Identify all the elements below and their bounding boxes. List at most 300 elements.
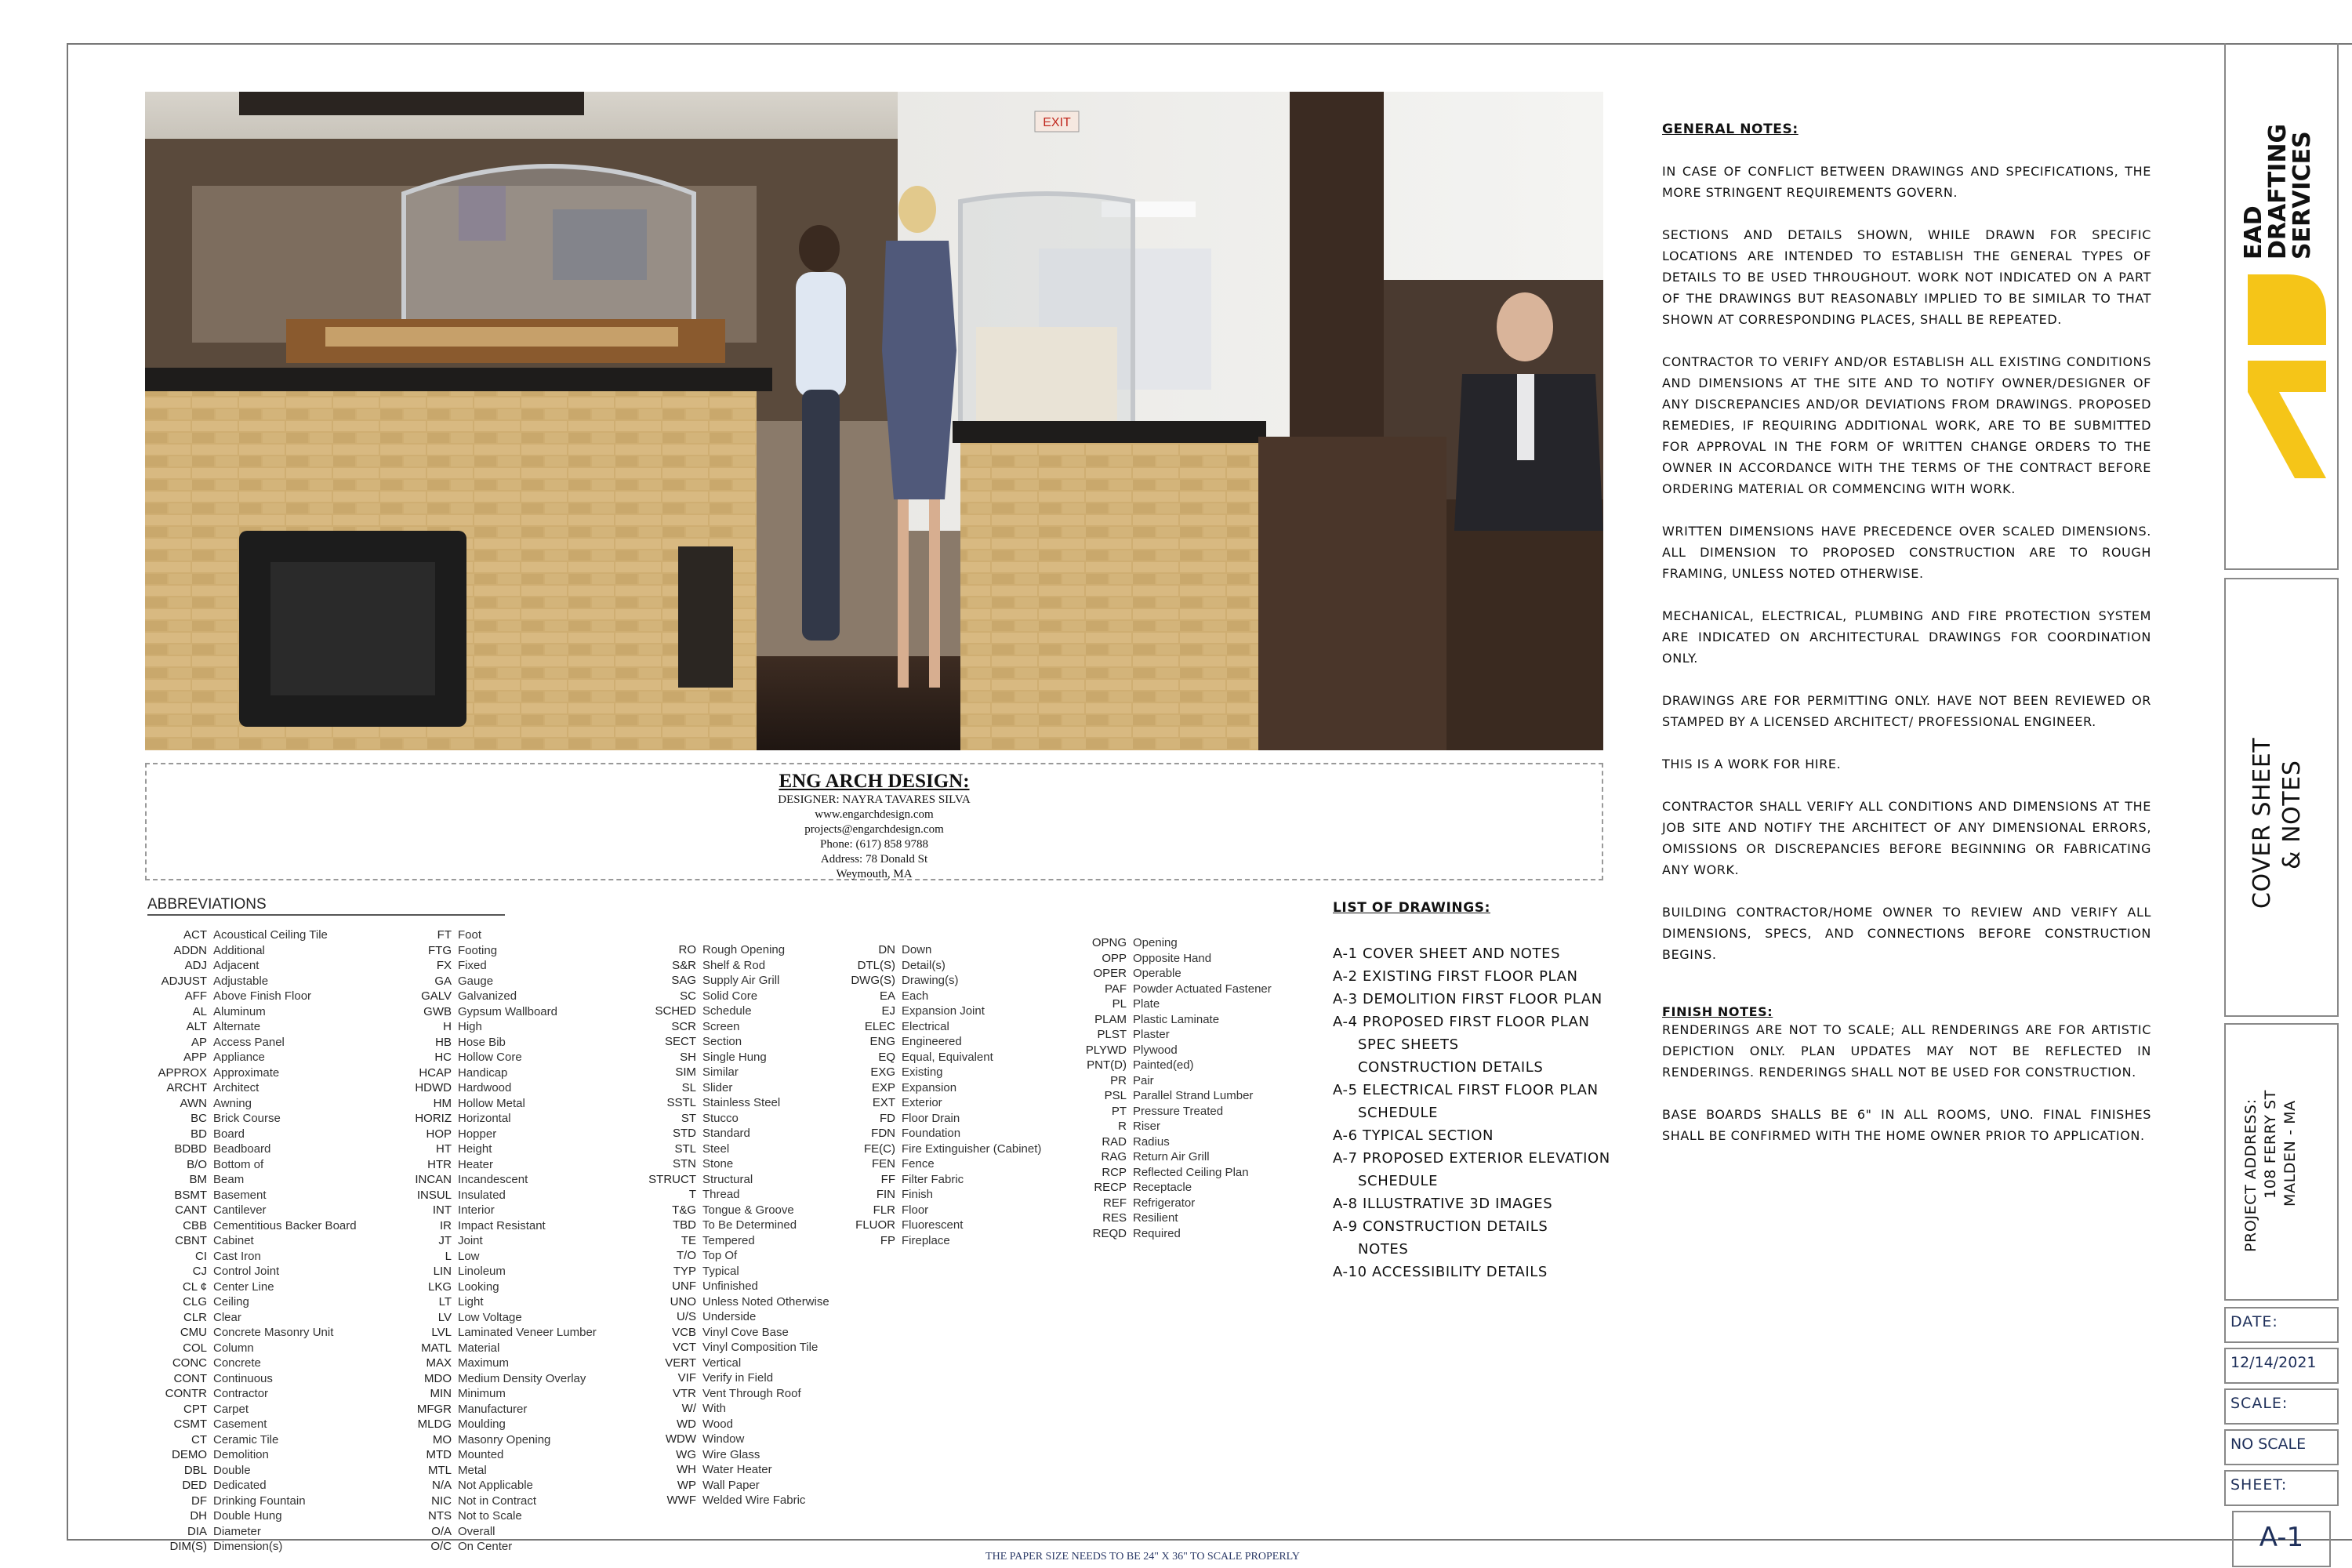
- abbreviation-code: STRUCT: [648, 1172, 696, 1186]
- abbreviation-row: [635, 989, 829, 1004]
- abbreviation-description: Above Finish Floor: [213, 989, 312, 1003]
- abbreviation-description: Powder Actuated Fastener: [1133, 982, 1272, 996]
- abbreviation-row: [392, 1035, 597, 1051]
- abbreviation-row: [392, 1096, 597, 1112]
- company-line-3: SERVICES: [2288, 131, 2316, 260]
- abbreviation-description: Detail(s): [902, 958, 946, 972]
- abbreviation-description: Ceramic Tile: [213, 1432, 279, 1446]
- designer-address: Address: 78 Donald St: [820, 853, 928, 866]
- abbreviation-row: [147, 1096, 357, 1112]
- abbreviation-row: [147, 1142, 357, 1157]
- abbreviation-description: Thread: [702, 1188, 740, 1201]
- sheet-title-line-1: COVER SHEET: [2249, 737, 2276, 909]
- abbreviation-description: Hose Bib: [458, 1035, 506, 1049]
- abbreviation-code: NTS: [428, 1509, 452, 1523]
- abbreviation-row: [392, 1172, 597, 1188]
- abbreviation-row: [635, 1050, 829, 1065]
- drawing-list-item: SCHEDULE: [1358, 1105, 1439, 1121]
- abbreviation-code: GALV: [421, 989, 452, 1003]
- sheet-label: SHEET:: [2230, 1476, 2288, 1494]
- abbreviation-description: Verify in Field: [702, 1371, 774, 1385]
- abbreviation-row: [147, 1019, 357, 1035]
- abbreviation-description: Plaster: [1133, 1028, 1170, 1041]
- abbreviation-row: [1078, 1088, 1272, 1104]
- drawing-list-item: A-5 ELECTRICAL FIRST FLOOR PLAN: [1333, 1082, 1599, 1098]
- abbreviation-code: TE: [681, 1233, 696, 1247]
- abbreviation-code: BD: [191, 1127, 207, 1141]
- abbreviation-code: U/S: [676, 1310, 696, 1323]
- abbreviation-row: [392, 1019, 597, 1035]
- abbreviation-code: CBB: [183, 1218, 207, 1232]
- abbreviation-description: Existing: [902, 1065, 943, 1079]
- logo-mark-icon: [2248, 274, 2326, 478]
- abbreviation-code: STN: [673, 1157, 696, 1171]
- abbreviation-description: Wire Glass: [702, 1447, 760, 1461]
- abbreviations-column-5: [1078, 935, 1272, 1241]
- abbreviation-row: [1078, 1043, 1272, 1058]
- abbreviation-code: LV: [437, 1310, 452, 1324]
- abbreviation-row: [839, 1156, 1041, 1172]
- abbreviation-code: UNF: [672, 1279, 696, 1293]
- abbreviation-code: CONT: [173, 1371, 207, 1385]
- abbreviation-row: [635, 1187, 829, 1203]
- drawing-list-item: A-7 PROPOSED EXTERIOR ELEVATION: [1333, 1150, 1610, 1167]
- abbreviation-description: Exterior: [902, 1096, 942, 1109]
- abbreviation-row: [392, 1157, 597, 1173]
- abbreviation-code: STD: [673, 1127, 696, 1140]
- abbreviation-row: [392, 1218, 597, 1234]
- abbreviation-row: [147, 1417, 357, 1432]
- abbreviation-description: Architect: [213, 1081, 260, 1094]
- abbreviation-description: Solid Core: [702, 989, 758, 1003]
- general-note: IN CASE OF CONFLICT BETWEEN DRAWINGS AND SPECIFICATIONS, THE MORE STRINGENT REQUIREMENTS GOVERN.: [1662, 164, 2151, 200]
- abbreviation-row: [1078, 1012, 1272, 1028]
- abbreviation-code: WG: [676, 1447, 696, 1461]
- abbreviation-code: GA: [434, 974, 452, 988]
- abbreviation-row: [147, 1279, 357, 1295]
- abbreviation-row: [839, 1111, 1041, 1127]
- abbreviations-column-3: [635, 942, 829, 1508]
- abbreviation-code: SCR: [671, 1019, 696, 1033]
- abbreviation-description: Receptacle: [1133, 1181, 1192, 1194]
- abbreviation-row: [147, 1478, 357, 1494]
- abbreviation-row: [392, 1371, 597, 1387]
- abbreviation-row: [1078, 1210, 1272, 1226]
- general-notes: [1662, 122, 2151, 1167]
- abbreviation-description: Brick Course: [213, 1112, 281, 1125]
- abbreviation-code: CLR: [183, 1310, 207, 1324]
- company-line-1: EAD: [2240, 205, 2267, 260]
- abbreviation-description: Laminated Veneer Lumber: [458, 1326, 597, 1339]
- abbreviation-code: T/O: [677, 1249, 696, 1262]
- abbreviation-code: COL: [183, 1341, 207, 1355]
- abbreviation-code: RES: [1102, 1211, 1127, 1225]
- abbreviation-row: [147, 1508, 357, 1524]
- finish-note: BASE BOARDS SHALLS BE 6" IN ALL ROOMS, UNO. FINAL FINISHES SHALL BE CONFIRMED WITH THE HOME OWNER PRIOR TO APPLICATION.: [1662, 1107, 2151, 1143]
- abbreviation-description: Floor Drain: [902, 1111, 960, 1125]
- abbreviation-row: [635, 1325, 829, 1341]
- abbreviation-description: Stucco: [702, 1111, 739, 1125]
- abbreviation-description: Incandescent: [458, 1173, 528, 1186]
- abbreviation-description: Fireplace: [902, 1233, 950, 1247]
- drawing-list-item: A-1 COVER SHEET AND NOTES: [1333, 946, 1561, 962]
- abbreviation-description: Material: [458, 1341, 500, 1355]
- abbreviation-description: Contractor: [213, 1387, 269, 1400]
- abbreviation-code: SCHED: [655, 1004, 696, 1018]
- abbreviation-code: CMU: [180, 1326, 207, 1339]
- abbreviation-code: MAX: [426, 1356, 452, 1370]
- abbreviation-code: RECP: [1094, 1181, 1127, 1194]
- abbreviation-code: DH: [190, 1509, 207, 1523]
- abbreviation-row: [635, 942, 829, 958]
- abbreviation-row: [1078, 1226, 1272, 1242]
- abbreviation-row: [839, 1034, 1041, 1050]
- abbreviation-row: [839, 1142, 1041, 1157]
- abbreviation-code: VERT: [665, 1356, 696, 1370]
- abbreviation-row: [147, 1111, 357, 1127]
- abbreviation-code: LKG: [427, 1279, 452, 1294]
- abbreviation-description: Gypsum Wallboard: [458, 1004, 557, 1018]
- abbreviation-description: Maximum: [458, 1356, 510, 1370]
- abbreviation-code: ST: [681, 1111, 696, 1125]
- abbreviation-row: [1078, 1027, 1272, 1043]
- drawing-list-item: A-3 DEMOLITION FIRST FLOOR PLAN: [1333, 991, 1602, 1007]
- general-note: THIS IS A WORK FOR HIRE.: [1662, 757, 1842, 771]
- abbreviations-column-1: [147, 927, 357, 1555]
- scale-label: SCALE:: [2230, 1395, 2288, 1412]
- abbreviation-description: Underside: [702, 1310, 757, 1323]
- abbreviation-code: WH: [677, 1463, 696, 1476]
- abbreviation-row: [1078, 1180, 1272, 1196]
- abbreviation-code: PLST: [1097, 1028, 1127, 1041]
- abbreviation-code: MTD: [426, 1448, 452, 1461]
- abbreviation-row: [635, 1218, 829, 1233]
- date-value: 12/14/2021: [2230, 1354, 2317, 1371]
- abbreviation-description: Moulding: [458, 1417, 506, 1431]
- abbreviation-code: RAD: [1102, 1134, 1127, 1149]
- abbreviation-row: [839, 942, 1041, 958]
- abbreviation-description: Foundation: [902, 1127, 961, 1140]
- abbreviation-code: ALT: [186, 1020, 207, 1033]
- abbreviation-row: [635, 1233, 829, 1249]
- abbreviation-description: Supply Air Grill: [702, 974, 780, 987]
- abbreviation-row: [392, 1478, 597, 1494]
- sheet-title-cell: [2224, 578, 2339, 1017]
- abbreviation-code: CL ¢: [182, 1279, 207, 1294]
- drawing-list-item: A-8 ILLUSTRATIVE 3D IMAGES: [1333, 1196, 1553, 1212]
- abbreviation-description: Fluorescent: [902, 1218, 964, 1232]
- abbreviation-row: [392, 1402, 597, 1417]
- abbreviation-code: N/A: [431, 1479, 452, 1492]
- abbreviation-description: Clear: [213, 1310, 241, 1324]
- abbreviation-description: Carpet: [213, 1402, 249, 1416]
- abbreviation-code: CONTR: [165, 1387, 207, 1400]
- abbreviation-description: Refrigerator: [1133, 1196, 1196, 1210]
- abbreviation-description: Gauge: [458, 974, 494, 988]
- abbreviation-description: With: [702, 1402, 726, 1415]
- abbreviation-code: FD: [880, 1111, 895, 1125]
- abbreviation-description: Impact Resistant: [458, 1218, 546, 1232]
- drawing-list-item: A-4 PROPOSED FIRST FLOOR PLAN: [1333, 1014, 1590, 1030]
- abbreviation-description: Handicap: [458, 1065, 508, 1080]
- abbreviation-description: Medium Density Overlay: [458, 1371, 586, 1385]
- abbreviation-row: [147, 1127, 357, 1142]
- abbreviation-row: [147, 958, 357, 974]
- abbreviation-code: PAF: [1104, 982, 1127, 996]
- abbreviation-row: [635, 1019, 829, 1035]
- abbreviation-description: Cementitious Backer Board: [213, 1218, 357, 1232]
- abbreviation-description: Aluminum: [213, 1004, 266, 1018]
- designer-city: Weymouth, MA: [836, 868, 913, 880]
- general-note: WRITTEN DIMENSIONS HAVE PRECEDENCE OVER SCALED DIMENSIONS. ALL DIMENSION TO PROPOSED CONSTRUCTION ARE TO ROUGH FRAMING, UNLESS NOTED OTHERWISE.: [1662, 524, 2151, 581]
- abbreviation-description: Alternate: [213, 1020, 261, 1033]
- abbreviation-row: [147, 974, 357, 989]
- abbreviation-code: HDWD: [415, 1081, 452, 1094]
- abbreviation-code: VIF: [677, 1371, 696, 1385]
- designer-info-box: [145, 763, 1603, 880]
- abbreviation-row: [635, 973, 829, 989]
- abbreviation-description: Cantilever: [213, 1203, 267, 1217]
- project-address-label: PROJECT ADDRESS:: [2242, 1098, 2259, 1252]
- general-notes-title: GENERAL NOTES:: [1662, 122, 1798, 137]
- abbreviation-code: O/A: [431, 1524, 452, 1538]
- designer-website: www.engarchdesign.com: [815, 808, 934, 821]
- abbreviation-code: SECT: [664, 1035, 696, 1048]
- abbreviation-row: [635, 1126, 829, 1142]
- abbreviation-code: FX: [436, 959, 452, 972]
- abbreviation-description: Metal: [458, 1463, 487, 1477]
- abbreviation-description: Insulated: [458, 1188, 506, 1202]
- abbreviation-description: On Center: [458, 1540, 513, 1553]
- abbreviation-code: MLDG: [417, 1417, 452, 1431]
- general-note: SECTIONS AND DETAILS SHOWN, WHILE DRAWN FOR SPECIFIC LOCATIONS ARE INTENDED TO ESTABLISH THE GENERAL TYPES OF DETAILS TO BE USED THROUGHOUT. WORK NOT INDICATED ON A PART OF THE DRAWINGS BUT REASONABLY IMPLIED TO BE SIMILAR TO THAT SHOWN AT CORRESPONDING PLACES, SHALL BE REPEATED.: [1662, 227, 2151, 327]
- abbreviation-row: [147, 1050, 357, 1065]
- abbreviation-description: Each: [902, 989, 929, 1003]
- abbreviation-row: [1078, 935, 1272, 951]
- abbreviation-code: TYP: [673, 1264, 696, 1278]
- abbreviation-row: [392, 1142, 597, 1157]
- abbreviation-row: [147, 927, 357, 943]
- designer-phone: Phone: (617) 858 9788: [820, 838, 928, 851]
- project-city: MALDEN - MA: [2281, 1100, 2299, 1207]
- abbreviation-description: Expansion Joint: [902, 1004, 985, 1018]
- abbreviation-code: SC: [680, 989, 696, 1003]
- abbreviation-description: Riser: [1133, 1120, 1161, 1133]
- abbreviation-description: Steel: [702, 1142, 730, 1156]
- company-line-2: DRAFTING: [2264, 123, 2292, 260]
- abbreviation-code: DIA: [187, 1524, 207, 1538]
- abbreviation-code: S&R: [672, 958, 696, 972]
- abbreviation-code: WDW: [665, 1432, 696, 1446]
- abbreviation-description: Vent Through Roof: [702, 1386, 801, 1400]
- abbreviation-code: AL: [192, 1004, 207, 1018]
- abbreviation-description: Pair: [1133, 1073, 1154, 1087]
- abbreviation-code: ADJUST: [161, 974, 207, 988]
- abbreviation-code: VTR: [673, 1386, 696, 1400]
- abbreviation-code: VCB: [672, 1325, 696, 1339]
- abbreviation-code: ADDN: [173, 943, 207, 957]
- abbreviation-description: Hardwood: [458, 1081, 512, 1094]
- abbreviation-description: Height: [458, 1142, 492, 1156]
- abbreviation-description: Expansion: [902, 1080, 957, 1094]
- abbreviation-row: [635, 1203, 829, 1218]
- abbreviation-description: Cabinet: [213, 1234, 254, 1247]
- abbreviation-code: SSTL: [666, 1096, 696, 1109]
- scale-value-cell: [2224, 1429, 2339, 1465]
- abbreviation-code: DF: [191, 1494, 207, 1508]
- abbreviation-description: Approximate: [213, 1065, 280, 1080]
- abbreviation-row: [147, 1249, 357, 1265]
- abbreviation-description: Bottom of: [213, 1157, 264, 1171]
- abbreviation-code: INSUL: [416, 1188, 452, 1202]
- abbreviation-code: PR: [1110, 1073, 1127, 1087]
- abbreviation-description: Not in Contract: [458, 1494, 537, 1508]
- abbreviation-row: [1078, 1119, 1272, 1134]
- abbreviation-code: FEN: [872, 1157, 895, 1171]
- abbreviation-row: [1078, 1058, 1272, 1073]
- abbreviation-description: Filter Fabric: [902, 1172, 964, 1186]
- abbreviation-code: FTG: [428, 943, 452, 957]
- abbreviation-row: [635, 1462, 829, 1478]
- abbreviation-row: [635, 1417, 829, 1432]
- abbreviation-code: RO: [678, 943, 696, 956]
- abbreviation-row: [635, 1432, 829, 1447]
- abbreviation-row: [635, 1478, 829, 1494]
- abbreviation-code: FDN: [871, 1127, 895, 1140]
- abbreviation-code: DEMO: [172, 1448, 207, 1461]
- project-street: 108 FERRY ST: [2262, 1090, 2279, 1199]
- abbreviation-row: [839, 1203, 1041, 1218]
- abbreviation-description: Dedicated: [213, 1479, 267, 1492]
- abbreviation-description: Opening: [1133, 936, 1178, 949]
- abbreviation-description: Dimension(s): [213, 1540, 283, 1553]
- abbreviation-description: Radius: [1133, 1134, 1170, 1149]
- abbreviation-row: [147, 1447, 357, 1463]
- exit-sign: EXIT: [1043, 116, 1071, 129]
- abbreviation-row: [1078, 1149, 1272, 1165]
- abbreviation-code: PLYWD: [1085, 1043, 1127, 1057]
- abbreviation-row: [147, 1218, 357, 1234]
- designer-name: DESIGNER: NAYRA TAVARES SILVA: [778, 793, 971, 806]
- abbreviation-row: [147, 1371, 357, 1387]
- abbreviation-code: MFGR: [416, 1402, 452, 1416]
- abbreviation-code: VCT: [673, 1341, 696, 1354]
- abbreviation-description: Low: [458, 1249, 480, 1263]
- abbreviation-description: Not to Scale: [458, 1509, 522, 1523]
- abbreviation-row: [392, 974, 597, 989]
- abbreviation-code: BM: [189, 1173, 207, 1186]
- abbreviations-column-4: [839, 942, 1041, 1248]
- abbreviation-description: Beadboard: [213, 1142, 271, 1156]
- abbreviation-code: CANT: [175, 1203, 207, 1217]
- abbreviation-description: Low Voltage: [458, 1310, 522, 1324]
- abbreviation-row: [635, 1356, 829, 1371]
- abbreviation-row: [392, 1233, 597, 1249]
- abbreviation-code: FIN: [876, 1188, 895, 1201]
- abbreviation-row: [839, 1126, 1041, 1142]
- abbreviation-row: [839, 1095, 1041, 1111]
- abbreviation-row: [147, 1035, 357, 1051]
- abbreviation-code: REF: [1103, 1196, 1127, 1210]
- drawing-list-item: A-2 EXISTING FIRST FLOOR PLAN: [1333, 968, 1578, 985]
- abbreviation-description: Fence: [902, 1157, 935, 1171]
- abbreviation-code: EJ: [881, 1004, 895, 1018]
- date-label: DATE:: [2230, 1313, 2278, 1330]
- abbreviation-description: Unless Noted Otherwise: [702, 1294, 829, 1308]
- abbreviation-code: AFF: [184, 989, 207, 1003]
- list-of-drawings-title: LIST OF DRAWINGS:: [1333, 900, 1490, 916]
- abbreviation-description: Heater: [458, 1157, 494, 1171]
- abbreviation-row: [392, 1325, 597, 1341]
- title-block: [2215, 43, 2352, 1553]
- sheet-label-cell: [2224, 1470, 2339, 1506]
- abbreviation-code: MO: [432, 1432, 452, 1446]
- abbreviation-description: Wood: [702, 1417, 733, 1431]
- abbreviation-code: BSMT: [174, 1188, 207, 1202]
- abbreviation-code: WD: [677, 1417, 696, 1431]
- abbreviation-code: T&G: [672, 1203, 696, 1217]
- abbreviation-description: Floor: [902, 1203, 929, 1217]
- abbreviation-description: Horizontal: [458, 1112, 511, 1125]
- abbreviation-code: CONC: [172, 1356, 207, 1370]
- project-address: [2241, 1090, 2300, 1252]
- abbreviation-row: [392, 1080, 597, 1096]
- abbreviation-row: [635, 1309, 829, 1325]
- abbreviation-code: CSMT: [173, 1417, 207, 1431]
- abbreviation-description: Center Line: [213, 1279, 274, 1294]
- abbreviation-code: ELEC: [864, 1019, 895, 1033]
- abbreviation-description: Control Joint: [213, 1265, 280, 1278]
- abbreviation-code: FLUOR: [855, 1218, 895, 1232]
- abbreviation-code: REQD: [1092, 1226, 1127, 1240]
- abbreviation-row: [635, 1294, 829, 1310]
- abbreviation-code: HORIZ: [415, 1112, 452, 1125]
- abbreviation-description: Concrete: [213, 1356, 261, 1370]
- abbreviation-code: BDBD: [174, 1142, 207, 1156]
- abbreviation-code: SIM: [675, 1065, 696, 1079]
- rendering-illustration: [145, 92, 1603, 750]
- abbreviation-description: Basement: [213, 1188, 267, 1202]
- abbreviation-description: Structural: [702, 1172, 753, 1186]
- abbreviation-row: [392, 1463, 597, 1479]
- abbreviation-description: Single Hung: [702, 1050, 767, 1064]
- abbreviation-row: [392, 1249, 597, 1265]
- abbreviation-row: [1078, 951, 1272, 967]
- abbreviation-description: Acoustical Ceiling Tile: [213, 928, 328, 942]
- abbreviation-row: [839, 1004, 1041, 1019]
- abbreviation-description: Vertical: [702, 1356, 742, 1370]
- abbreviation-code: CI: [195, 1249, 207, 1263]
- abbreviation-code: EXP: [871, 1080, 895, 1094]
- drawing-list-item: SCHEDULE: [1358, 1173, 1439, 1189]
- abbreviation-row: [392, 1447, 597, 1463]
- abbreviation-row: [147, 1065, 357, 1081]
- abbreviation-code: MTL: [428, 1463, 452, 1477]
- abbreviation-description: Wall Paper: [702, 1478, 760, 1492]
- abbreviation-code: EXT: [872, 1096, 895, 1109]
- abbreviation-row: [1078, 966, 1272, 982]
- drawing-list-item: NOTES: [1358, 1241, 1409, 1258]
- abbreviation-row: [147, 1294, 357, 1310]
- abbreviation-row: [147, 1157, 357, 1173]
- abbreviation-description: To Be Determined: [702, 1218, 797, 1232]
- abbreviation-description: Stone: [702, 1157, 734, 1171]
- abbreviation-row: [147, 1432, 357, 1448]
- abbreviation-code: GWB: [423, 1004, 452, 1018]
- abbreviation-description: Hollow Metal: [458, 1096, 525, 1110]
- abbreviation-code: FF: [880, 1172, 895, 1186]
- abbreviation-row: [147, 1356, 357, 1371]
